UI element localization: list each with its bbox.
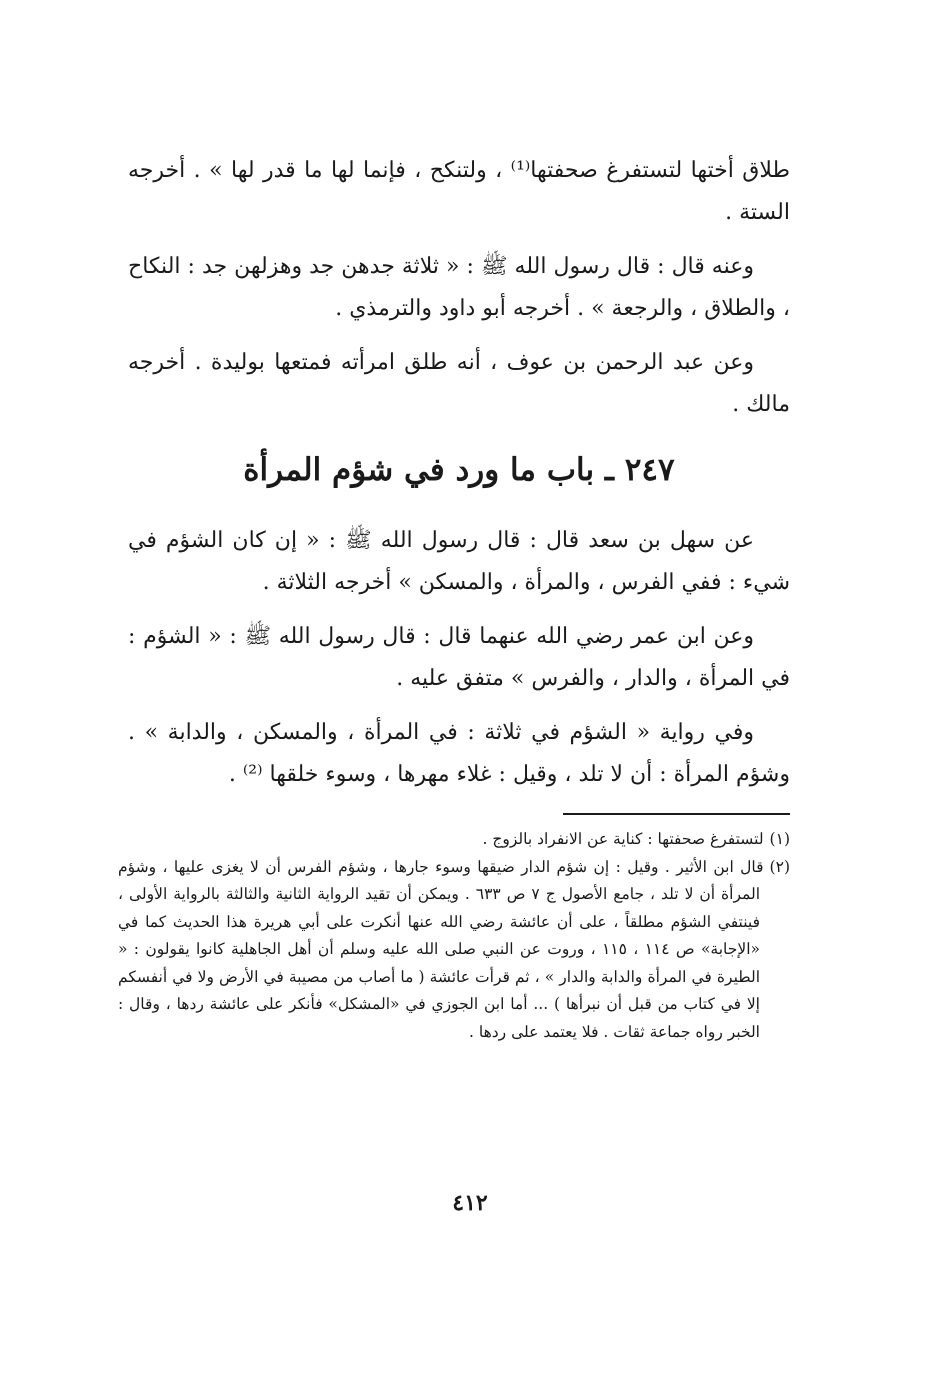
footnote-number: (٢) <box>769 857 790 876</box>
footnote-1 <box>118 826 790 854</box>
paragraph: عن سهل بن سعد قال : قال رسول الله ﷺ : « إن كان الشؤم في شيء : ففي الفرس ، والمرأة ، والمسكن » أخرجه الثلاثة . <box>128 528 790 595</box>
footnotes <box>118 826 790 1046</box>
chapter-heading: ٢٤٧ ـ باب ما ورد في شؤم المرأة <box>243 452 675 488</box>
paragraph: طلاق أختها لتستفرغ صحفتها⁽¹⁾ ، ولتنكح ، فإنما لها ما قدر لها » . أخرجه الستة . <box>128 158 791 225</box>
footnote-text: لتستفرغ صحفتها : كناية عن الانفراد بالزوج . <box>482 830 764 848</box>
chapter-body <box>128 520 790 808</box>
top-section <box>128 150 790 438</box>
paragraph: وعن ابن عمر رضي الله عنهما قال : قال رسول الله ﷺ : « الشؤم : في المرأة ، والدار ، والفرس » متفق عليه . <box>128 624 790 691</box>
paragraph: وفي رواية « الشؤم في ثلاثة : في المرأة ، والمسكن ، والدابة » . وشؤم المرأة : أن لا تلد ، وقيل : غلاء مهرها ، وسوء خلقها ⁽²⁾ . <box>128 720 790 787</box>
paragraph: وعن عبد الرحمن بن عوف ، أنه طلق امرأته فمتعها بوليدة . أخرجه مالك . <box>128 350 790 417</box>
footnote-text: قال ابن الأثير . وقيل : إن شؤم الدار ضيقها وسوء جارها ، وشؤم الفرس أن لا يغزى عليها ، وشؤم المرأة أن لا تلد ، جامع الأصول ج ٧ ص ٦٣٣ . ويمكن أن تقيد الرواية الثانية والثالثة بالرواية الأولى ، فينتفي الشؤم مطلقاً ، على أن عائشة رضي الله عنها أنكرت على أبي هريرة هذا الحديث كما في «الإجابة» ص ١١٤ ، ١١٥ ، وروت عن النبي صلى الله عليه وسلم أن أهل الجاهلية كانوا يقولون : « الطيرة في المرأة والدابة والدار » ، ثم قرأت عائشة ( ما أصاب من مصيبة في الأرض ولا في أنفسكم إلا في كتاب من قبل أن نبرأها ) ... أما ابن الجوزي في «المشكل» فأنكر على عائشة ردها ، وقال : الخبر رواه جماعة ثقات . فلا يعتمد على ردها . <box>118 857 764 1041</box>
footnote-2 <box>118 854 790 1047</box>
page-number: ٤١٢ <box>452 1190 488 1216</box>
footnote-divider <box>563 813 790 815</box>
footnote-number: (١) <box>769 830 790 848</box>
paragraph: وعنه قال : قال رسول الله ﷺ : « ثلاثة جدهن جد وهزلهن جد : النكاح ، والطلاق ، والرجعة » . أخرجه أبو داود والترمذي . <box>128 254 790 321</box>
